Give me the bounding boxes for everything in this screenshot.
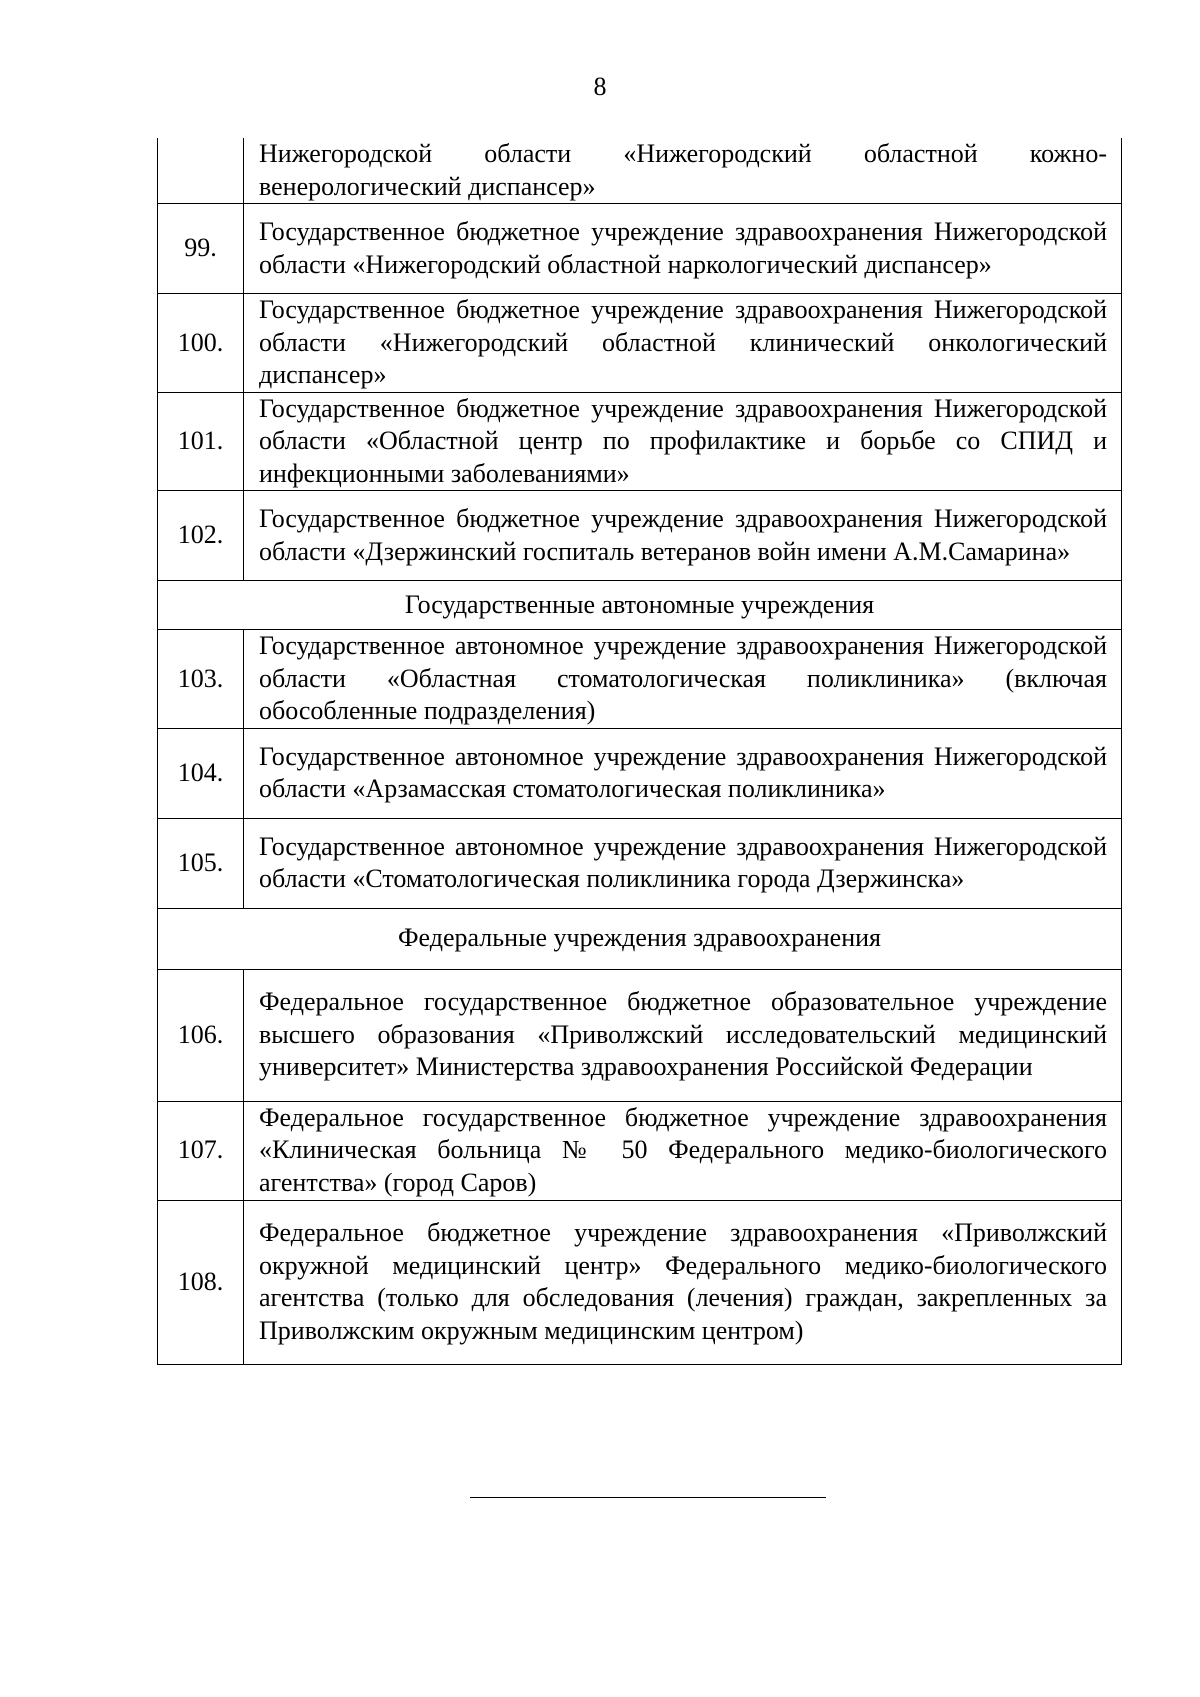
institution-name: Государственное автономное учреждение здравоохранения Нижегородской области «Стоматологическая поликлиника города Дзержинска» <box>244 818 1122 908</box>
institution-name: Государственное бюджетное учреждение здравоохранения Нижегородской области «Областной центр по профилактике и борьбе со СПИД и инфекционными заболеваниями» <box>244 392 1122 491</box>
table-row <box>158 491 1122 581</box>
section-heading-row <box>158 908 1122 969</box>
table-row <box>158 138 1122 204</box>
institution-name: Федеральное государственное бюджетное образовательное учреждение высшего образования «Приволжский исследовательский медицинский университет» Министерства здравоохранения Российской Федерации <box>244 969 1122 1101</box>
institution-name: Федеральное государственное бюджетное учреждение здравоохранения «Клиническая больница № 50 Федерального медико-биологического агентства» (город Саров) <box>244 1101 1122 1200</box>
row-number: 108. <box>158 1200 244 1364</box>
row-number: 103. <box>158 630 244 729</box>
institution-name: Государственное бюджетное учреждение здравоохранения Нижегородской области «Дзержинский госпиталь ветеранов войн имени А.М.Самарина» <box>244 491 1122 581</box>
institution-name: Государственное автономное учреждение здравоохранения Нижегородской области «Областная стоматологическая поликлиника» (включая обособленные подразделения) <box>244 630 1122 729</box>
section-heading-autonomous: Государственные автономные учреждения <box>158 581 1122 630</box>
row-number: 101. <box>158 392 244 491</box>
row-number: 106. <box>158 969 244 1101</box>
section-heading-federal: Федеральные учреждения здравоохранения <box>158 908 1122 969</box>
row-number: 104. <box>158 728 244 818</box>
table-row <box>158 728 1122 818</box>
page-number: 8 <box>593 72 607 101</box>
institution-name: Государственное бюджетное учреждение здравоохранения Нижегородской области «Нижегородский областной клинический онкологический диспансер» <box>244 294 1122 393</box>
row-number: 107. <box>158 1101 244 1200</box>
institution-name: Нижегородской области «Нижегородский областной кожно-венерологический диспансер» <box>244 138 1122 204</box>
row-number: 105. <box>158 818 244 908</box>
institution-name: Государственное бюджетное учреждение здравоохранения Нижегородской области «Нижегородский областной наркологический диспансер» <box>244 204 1122 294</box>
institutions-table <box>157 138 1122 1365</box>
row-number: 99. <box>158 204 244 294</box>
table-row <box>158 818 1122 908</box>
row-number: 102. <box>158 491 244 581</box>
institution-name: Государственное автономное учреждение здравоохранения Нижегородской области «Арзамасская стоматологическая поликлиника» <box>244 728 1122 818</box>
institution-name: Федеральное бюджетное учреждение здравоохранения «Приволжский окружной медицинский центр» Федерального медико-биологического агентства (только для обследования (лечения) граждан, закрепленных за Приволжским окружным медицинским центром) <box>244 1200 1122 1364</box>
row-number <box>158 138 244 204</box>
table-row <box>158 969 1122 1101</box>
table-row <box>158 204 1122 294</box>
table-row <box>158 392 1122 491</box>
table-row <box>158 294 1122 393</box>
closing-rule <box>470 1497 826 1498</box>
table-row <box>158 630 1122 729</box>
row-number: 100. <box>158 294 244 393</box>
section-heading-row <box>158 581 1122 630</box>
table-row <box>158 1101 1122 1200</box>
table-row <box>158 1200 1122 1364</box>
